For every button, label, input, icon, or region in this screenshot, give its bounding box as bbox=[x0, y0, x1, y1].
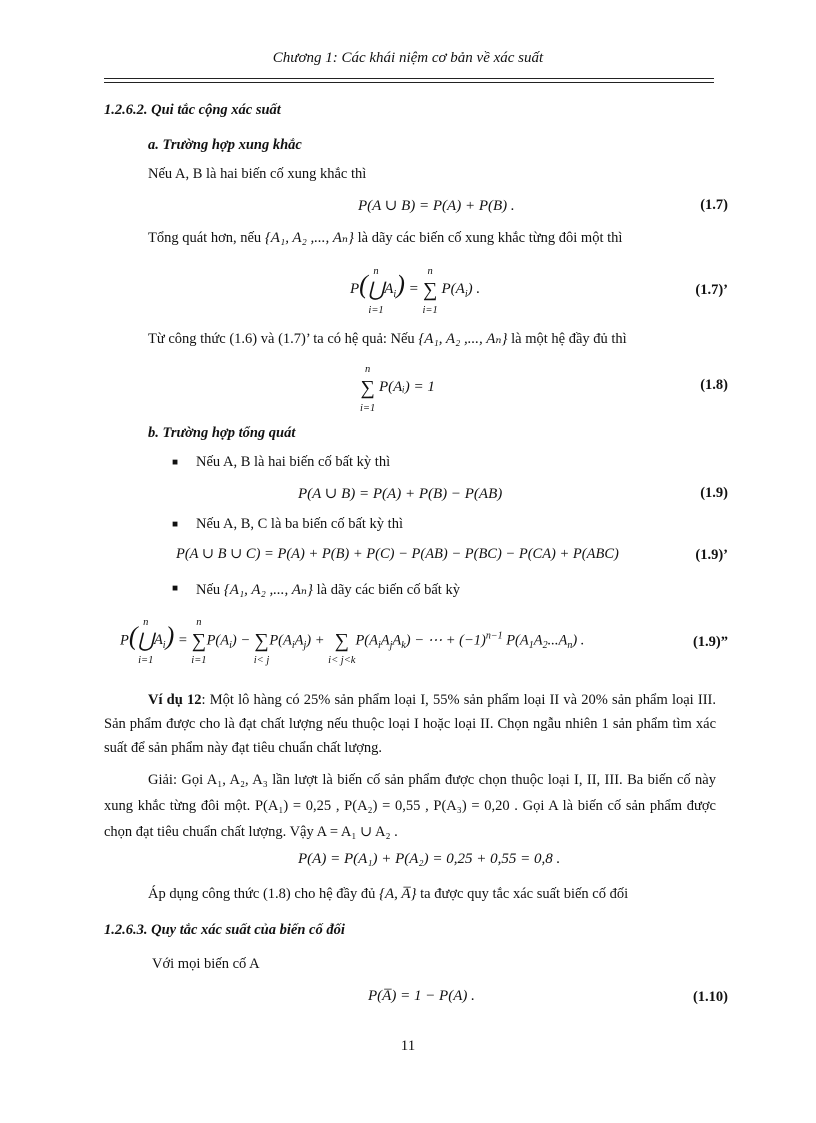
apply-post: ta được quy tắc xác suất biến cố đối bbox=[420, 886, 629, 902]
equation-number-1-7-prime: (1.7)’ bbox=[695, 282, 728, 298]
bullet-3: ■ bbox=[172, 583, 179, 594]
equation-number-1-9-prime: (1.9)’ bbox=[695, 547, 728, 563]
equation-1-7-prime: P( n ⋃ $i=1A_i) = n$ ∑ i=1 $P(A_i)$ . bbox=[350, 266, 481, 316]
a-line2-post: là dãy các biến cố xung khắc từng đôi một thì bbox=[357, 230, 623, 246]
a-line2-pre: Tổng quát hơn, nếu bbox=[148, 230, 262, 246]
equation-1-10: P(A̅) = 1 − P(A) . bbox=[368, 988, 475, 1004]
b-line2: Nếu A, B, C là ba biến cố bất kỳ thì bbox=[196, 516, 403, 532]
a-line2-set: {A₁, A₂ ,..., Aₙ} bbox=[264, 230, 355, 246]
solution-paragraph: Giải: Gọi A₁, A₂, A₃ lần lượt là biến cố sản phẩm được chọn thuộc loại I, II, III. Ba biến cố này xung khắc từng đôi một. P(A₁) = 0,25 , P(A₂) = 0,55 , P(A₃) = 0,20 . Gọi A là biến cố sản phẩm được chọn đạt tiêu chuẩn chất lượng. Vậy A = A₁ ∪ A₂ . bbox=[104, 772, 716, 840]
a-line3 bbox=[148, 329, 627, 348]
a-line2 bbox=[148, 228, 622, 247]
example-text: : Một lô hàng có 25% sản phẩm loại I, 55% sản phẩm loại II và 20% sản phẩm loại III. Sản phẩm được cho là đạt chất lượng nếu thuộc loại I hoặc loại II. Chọn ngẫu nhiên 1 sản phẩm tìm xác suất để sản phẩm này đạt tiêu chuẩn chất lượng. bbox=[104, 692, 716, 756]
equation-1-8: n ∑ i=1 P(Aᵢ) = 1 bbox=[360, 364, 435, 414]
equation-number-1-8: (1.8) bbox=[700, 377, 728, 393]
subsection-a-title: a. Trường hợp xung khắc bbox=[148, 137, 302, 153]
equation-number-1-9-double-prime: (1.9)” bbox=[692, 634, 728, 650]
subsection-b-title: b. Trường hợp tổng quát bbox=[148, 425, 296, 441]
b-line3 bbox=[196, 580, 460, 599]
bullet-2: ■ bbox=[172, 519, 179, 530]
equation-1-8-tail: P(Aᵢ) = 1 bbox=[379, 378, 435, 395]
solution-equation: P(A) = P(A₁) + P(A₂) = 0,25 + 0,55 = 0,8 . bbox=[298, 851, 561, 867]
equation-1-9-prime: P(A ∪ B ∪ C) = P(A) + P(B) + P(C) − P(AB) − P(BC) − P(CA) + P(ABC) bbox=[176, 546, 619, 562]
section-title-1262: 1.2.6.2. Qui tắc cộng xác suất bbox=[104, 102, 281, 118]
bullet-1: ■ bbox=[172, 457, 179, 468]
apply-pre: Áp dụng công thức (1.8) cho hệ đầy đủ bbox=[148, 886, 376, 902]
b-line1: Nếu A, B là hai biến cố bất kỳ thì bbox=[196, 454, 391, 470]
equation-1-9-double-prime: P( n ⋃ $i=1A_i) = n$ ∑ $i=1P(A_i)$ − ∑ $i< jP(A_iA_j)$ + ∑ $i< j<kP(A_iA_jA_k)$ − ⋯ + $(-1)^{n-1}$ $P(A_1A_2...A_n)$ . bbox=[120, 617, 585, 666]
a-line1: Nếu A, B là hai biến cố xung khắc thì bbox=[148, 166, 367, 182]
a-line3-post: là một hệ đầy đủ thì bbox=[511, 331, 627, 347]
b-line3-pre: Nếu bbox=[196, 582, 221, 598]
equation-number-1-10: (1.10) bbox=[692, 989, 728, 1005]
equation-number-1-7: (1.7) bbox=[700, 197, 728, 213]
b-line3-post: là dãy các biến cố bất kỳ bbox=[316, 582, 460, 598]
example-label: Ví dụ 12 bbox=[148, 692, 202, 708]
a-line3-set: {A₁, A₂ ,..., Aₙ} bbox=[418, 331, 508, 347]
page-header: Chương 1: Các khái niệm cơ bản về xác suất bbox=[272, 50, 544, 66]
header-rule-top bbox=[104, 78, 714, 79]
apply-line bbox=[148, 886, 628, 903]
equation-number-1-9: (1.9) bbox=[700, 485, 728, 501]
example-paragraph bbox=[104, 688, 716, 760]
equation-1-9: P(A ∪ B) = P(A) + P(B) − P(AB) bbox=[298, 486, 503, 502]
s1263-line: Với mọi biến cố A bbox=[152, 956, 260, 972]
page-number: 11 bbox=[400, 1038, 416, 1054]
b-line3-set: {A₁, A₂ ,..., Aₙ} bbox=[223, 582, 313, 598]
section-title-1263: 1.2.6.3. Quy tắc xác suất của biến cố đối bbox=[104, 922, 345, 938]
a-line3-pre: Từ công thức (1.6) và (1.7)’ ta có hệ quả: Nếu bbox=[148, 331, 415, 347]
header-rule-bottom bbox=[104, 82, 714, 83]
apply-set: {A, A̅} bbox=[378, 886, 417, 902]
equation-1-7: P(A ∪ B) = P(A) + P(B) . bbox=[358, 198, 515, 214]
